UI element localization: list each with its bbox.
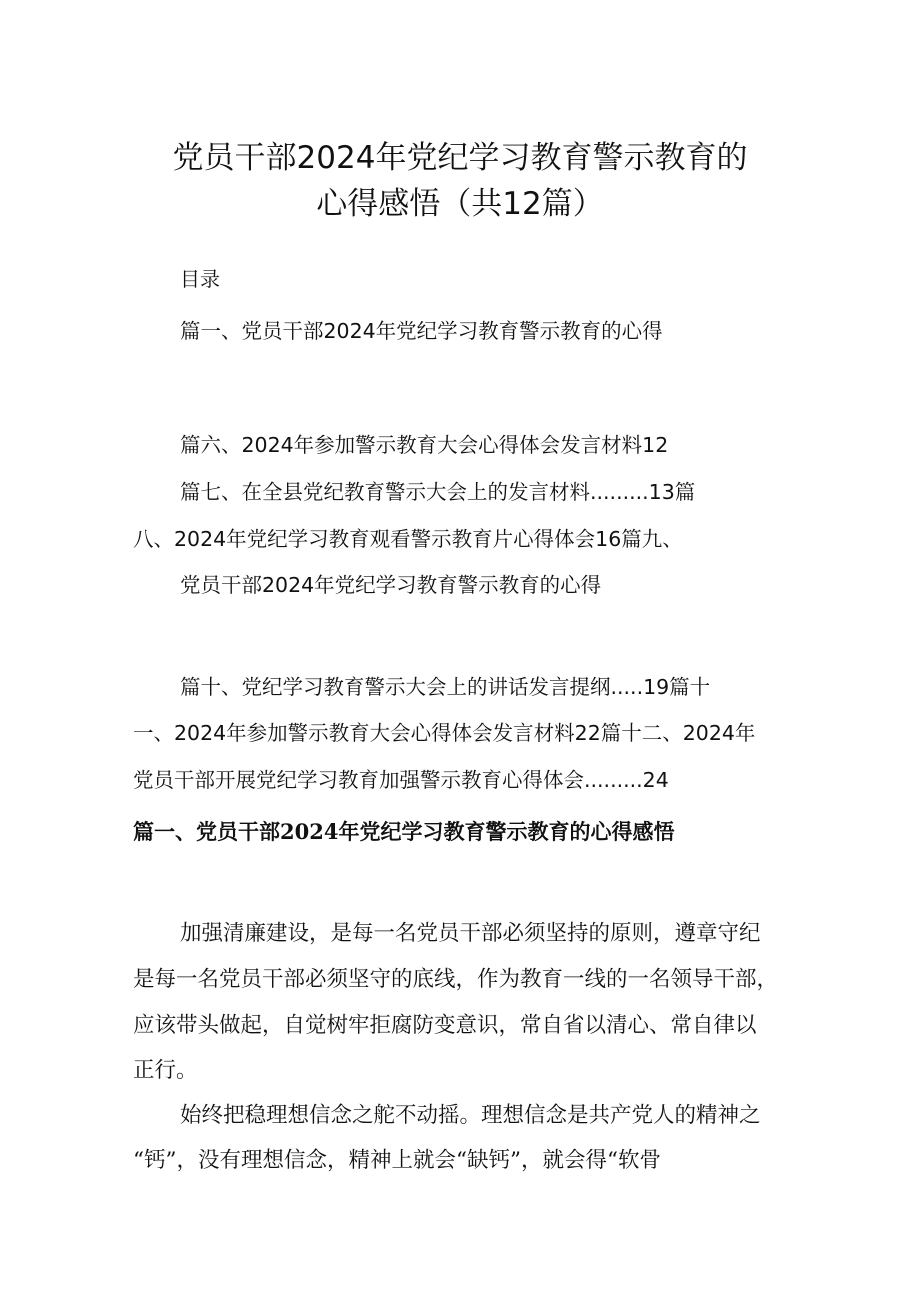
body-line: 正行。 bbox=[133, 1058, 198, 1083]
body-line: 加强清廉建设，是每一名党员干部必须坚持的原则，遵章守纪 bbox=[180, 921, 761, 946]
document-title-line-1: 党员干部2024年党纪学习教育警示教育的 bbox=[172, 140, 748, 176]
body-line: 应该带头做起，自觉树牢拒腐防变意识，常自省以清心、常自律以 bbox=[133, 1013, 757, 1038]
body-line: 是每一名党员干部必须坚守的底线，作为教育一线的一名领导干部， bbox=[133, 967, 779, 992]
body-line: “钙”，没有理想信念，精神上就会“缺钙”，就会得“软骨 bbox=[133, 1148, 661, 1173]
body-line: 始终把稳理想信念之舵不动摇。理想信念是共产党人的精神之 bbox=[180, 1103, 761, 1128]
toc-line: 党员干部2024年党纪学习教育警示教育的心得 bbox=[180, 573, 602, 597]
toc-heading: 目录 bbox=[180, 267, 220, 291]
toc-line: 篇一、党员干部2024年党纪学习教育警示教育的心得 bbox=[180, 319, 663, 343]
toc-line: 篇十、党纪学习教育警示大会上的讲话发言提纲.....19篇十 bbox=[180, 675, 711, 699]
toc-line: 篇七、在全县党纪教育警示大会上的发言材料.........13篇 bbox=[180, 480, 696, 504]
toc-line: 一、2024年参加警示教育大会心得体会发言材料22篇十二、2024年 bbox=[133, 721, 756, 745]
toc-line: 篇六、2024年参加警示教育大会心得体会发言材料12 bbox=[180, 433, 669, 457]
toc-line: 党员干部开展党纪学习教育加强警示教育心得体会.........24 bbox=[133, 768, 669, 792]
section-title: 篇一、党员干部2024年党纪学习教育警示教育的心得感悟 bbox=[133, 819, 675, 844]
toc-line: 八、2024年党纪学习教育观看警示教育片心得体会16篇九、 bbox=[133, 527, 683, 551]
document-title-line-2: 心得感悟（共12篇） bbox=[316, 186, 604, 222]
